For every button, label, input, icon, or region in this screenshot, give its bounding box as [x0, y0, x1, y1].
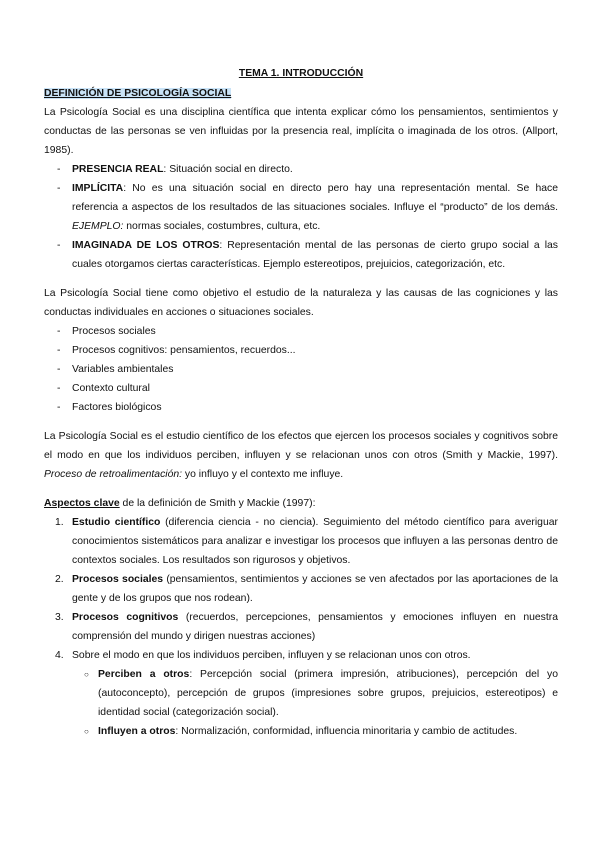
list-item: - IMPLÍCITA: No es una situación social en directo pero hay una representación mental. Se hace referencia a aspectos de los resultados de las situaciones sociales. Influye el “producto” de los demás. EJEMPLO: normas sociales, costumbres, cultura, etc.	[44, 179, 558, 236]
list-item: 3. Procesos cognitivos (recuerdos, percepciones, pensamientos y emociones influyen en nuestra comprensión del mundo y dirigen nuestras acciones)	[55, 612, 558, 642]
aspects-sublist	[44, 665, 558, 741]
list-item: - Procesos sociales	[44, 322, 558, 341]
document-title: TEMA 1. INTRODUCCIÓN	[238, 68, 364, 79]
list-item: - PRESENCIA REAL: Situación social en directo.	[44, 160, 558, 179]
list-item: ○ Perciben a otros: Percepción social (primera impresión, atribuciones), percepción del yo (autoconcepto), percepción de grupos (impresiones sobre grupos, prejuicios, estereotipos) e identidad social (categorización social).	[44, 665, 558, 722]
section-heading: DEFINICIÓN DE PSICOLOGÍA SOCIAL	[44, 88, 232, 99]
intro-paragraph: La Psicología Social es una disciplina científica que intenta explicar cómo los pensamientos, sentimientos y conductas de las personas se ven influidas por la presencia real, implícita o imaginada de los otros. (Allport, 1985).	[44, 107, 558, 156]
list-item: - Procesos cognitivos: pensamientos, recuerdos...	[44, 341, 558, 360]
list-item: - Factores biológicos	[44, 398, 558, 417]
objective-list	[44, 322, 558, 417]
aspects-list	[44, 513, 558, 741]
list-item: - IMAGINADA DE LOS OTROS: Representación mental de las personas de cierto grupo social a las cuales otorgamos ciertas características. Ejemplo estereotipos, prejuicios, categorización, etc.	[44, 236, 558, 274]
list-item: 1. Estudio científico (diferencia ciencia - no ciencia). Seguimiento del método científico para averiguar conocimientos sistemáticos para analizar e investigar los procesos que influyen a las personas dentro de contextos sociales. Los resultados son rigurosos y objetivos.	[55, 517, 558, 566]
definition-paragraph: La Psicología Social es el estudio científico de los efectos que ejercen los procesos sociales y cognitivos sobre el modo en que los individuos perciben, influyen y se relacionan unos con otros (Smith y Mackie, 1997). Proceso de retroalimentación: yo influyo y el contexto me influye.	[44, 431, 558, 480]
document-page	[44, 64, 558, 741]
presence-list	[44, 160, 558, 274]
list-item: ○ Influyen a otros: Normalización, conformidad, influencia minoritaria y cambio de actitudes.	[44, 722, 558, 741]
list-item: 2. Procesos sociales (pensamientos, sentimientos y acciones se ven afectados por las aportaciones de la gente y de los grupos que nos rodean).	[55, 574, 558, 604]
list-item: - Contexto cultural	[44, 379, 558, 398]
list-item: 4. Sobre el modo en que los individuos perciben, influyen y se relacionan unos con otros. ○ Perciben a otros: Percepción social (primera impresión, atribuciones), percepción del yo (autoconcepto), percepción de grupos (impresiones sobre grupos, prejuicios, estereotipos) e identidad social (categorización social). ○ Influyen a otros: Normalización, conformidad, influencia minoritaria y cambio de actitudes.	[44, 646, 558, 741]
objective-paragraph: La Psicología Social tiene como objetivo el estudio de la naturaleza y las causas de las cogniciones y las conductas individuales en acciones o situaciones sociales.	[44, 288, 558, 318]
list-item: - Variables ambientales	[44, 360, 558, 379]
aspects-intro: Aspectos clave de la definición de Smith y Mackie (1997):	[44, 498, 316, 509]
